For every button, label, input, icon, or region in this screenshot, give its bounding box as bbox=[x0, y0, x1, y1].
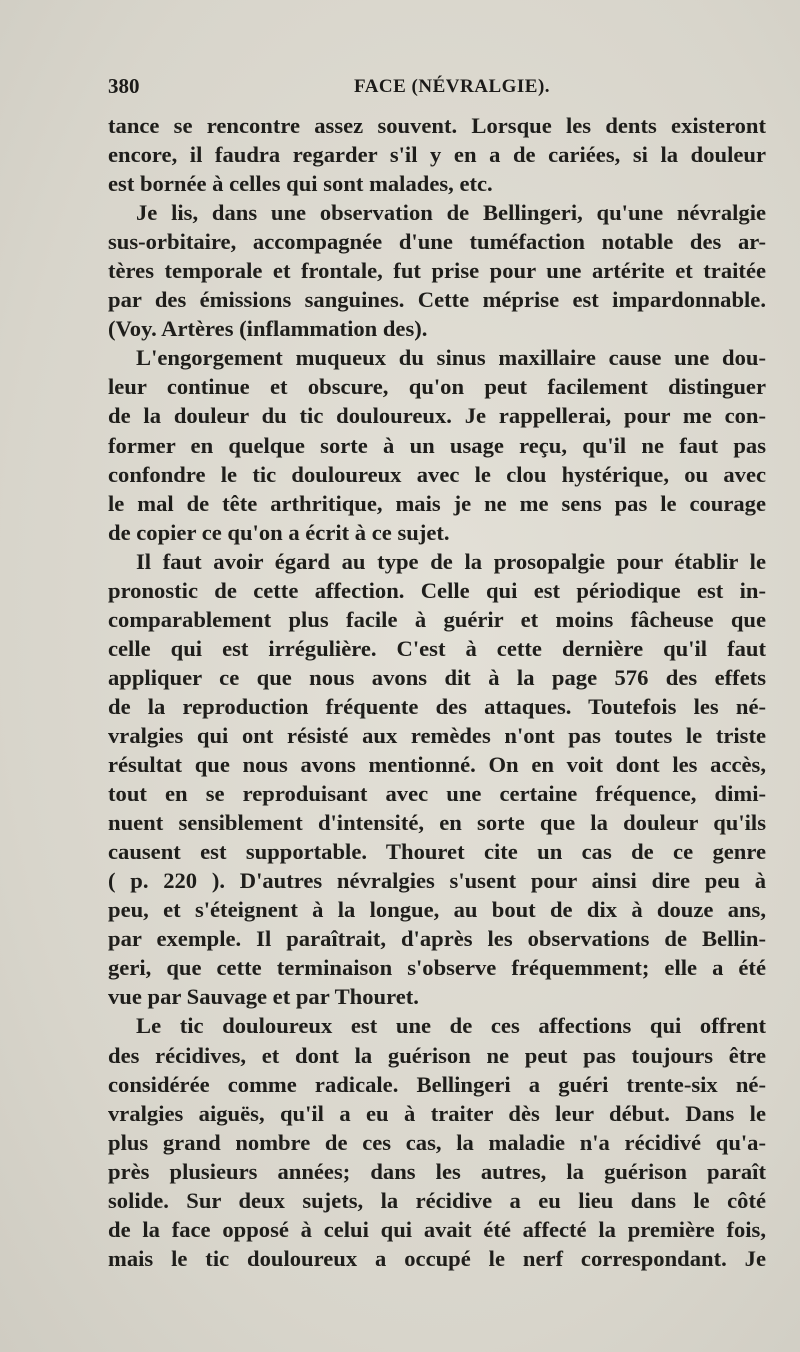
text-line: par exemple. Il paraîtrait, d'après les observations de Bellin- bbox=[108, 926, 766, 952]
text-line: solide. Sur deux sujets, la récidive a eu lieu dans le côté bbox=[108, 1187, 766, 1213]
text-line: confondre le tic douloureux avec le clou hystérique, ou avec bbox=[108, 461, 766, 487]
text-line: former en quelque sorte à un usage reçu, qu'il ne faut pas bbox=[108, 432, 766, 458]
text-line: vue par Sauvage et par Thouret. bbox=[108, 984, 419, 1010]
text-line: considérée comme radicale. Bellingeri a guéri trente-six né- bbox=[108, 1071, 766, 1097]
text-line: près plusieurs années; dans les autres, la guérison paraît bbox=[108, 1158, 766, 1184]
text-line: tères temporale et frontale, fut prise pour une artérite et traitée bbox=[108, 258, 766, 284]
text-line: par des émissions sanguines. Cette méprise est impardonnable. bbox=[108, 287, 766, 313]
text-line: est bornée à celles qui sont malades, etc. bbox=[108, 171, 493, 197]
text-line: comparablement plus facile à guérir et moins fâcheuse que bbox=[108, 606, 766, 632]
text-line: nuent sensiblement d'intensité, en sorte que la douleur qu'ils bbox=[108, 810, 766, 836]
text-line: de la face opposé à celui qui avait été affecté la première fois, bbox=[108, 1216, 766, 1242]
text-line: (Voy. Artères (inflammation des). bbox=[108, 316, 428, 342]
text-line: de copier ce qu'on a écrit à ce sujet. bbox=[108, 519, 450, 545]
text-line: des récidives, et dont la guérison ne peut pas toujours être bbox=[108, 1042, 766, 1068]
text-line: celle qui est irrégulière. C'est à cette dernière qu'il faut bbox=[108, 635, 766, 661]
text-line: appliquer ce que nous avons dit à la page 576 des effets bbox=[108, 664, 766, 690]
page-header bbox=[108, 74, 768, 104]
body-text bbox=[108, 111, 766, 1273]
text-line: encore, il faudra regarder s'il y en a de cariées, si la douleur bbox=[108, 142, 766, 168]
text-line: geri, que cette terminaison s'observe fréquemment; elle a été bbox=[108, 955, 766, 981]
text-line: causent est supportable. Thouret cite un cas de ce genre bbox=[108, 839, 766, 865]
text-line: vralgies aiguës, qu'il a eu à traiter dès leur début. Dans le bbox=[108, 1100, 766, 1126]
running-title: FACE (NÉVRALGIE). bbox=[354, 76, 551, 97]
text-line: tout en se reproduisant avec une certaine fréquence, dimi- bbox=[108, 781, 766, 807]
text-line: peu, et s'éteignent à la longue, au bout de dix à douze ans, bbox=[108, 897, 766, 923]
text-line: ( p. 220 ). D'autres névralgies s'usent pour ainsi dire peu à bbox=[108, 868, 766, 894]
text-line: L'engorgement muqueux du sinus maxillaire cause une dou- bbox=[136, 345, 766, 371]
text-line: le mal de tête arthritique, mais je ne me sens pas le courage bbox=[108, 490, 766, 516]
text-line: tance se rencontre assez souvent. Lorsque les dents existeront bbox=[108, 113, 766, 138]
text-line: de la reproduction fréquente des attaques. Toutefois les né- bbox=[108, 693, 766, 719]
text-line: Le tic douloureux est une de ces affections qui offrent bbox=[136, 1013, 766, 1039]
text-line: Je lis, dans une observation de Bellingeri, qu'une névralgie bbox=[136, 200, 766, 226]
text-line: mais le tic douloureux a occupé le nerf correspondant. Je bbox=[108, 1245, 766, 1271]
text-line: vralgies qui ont résisté aux remèdes n'ont pas toutes le triste bbox=[108, 722, 766, 748]
page-number: 380 bbox=[108, 74, 140, 98]
text-line: Il faut avoir égard au type de la prosopalgie pour établir le bbox=[136, 548, 766, 574]
text-line: plus grand nombre de ces cas, la maladie n'a récidivé qu'a- bbox=[108, 1129, 766, 1155]
text-line: pronostic de cette affection. Celle qui est périodique est in- bbox=[108, 577, 766, 603]
text-line: de la douleur du tic douloureux. Je rappellerai, pour me con- bbox=[108, 403, 766, 429]
text-line: sus-orbitaire, accompagnée d'une tuméfaction notable des ar- bbox=[108, 229, 766, 255]
text-line: leur continue et obscure, qu'on peut facilement distinguer bbox=[108, 374, 766, 400]
text-line: résultat que nous avons mentionné. On en voit dont les accès, bbox=[108, 752, 766, 778]
